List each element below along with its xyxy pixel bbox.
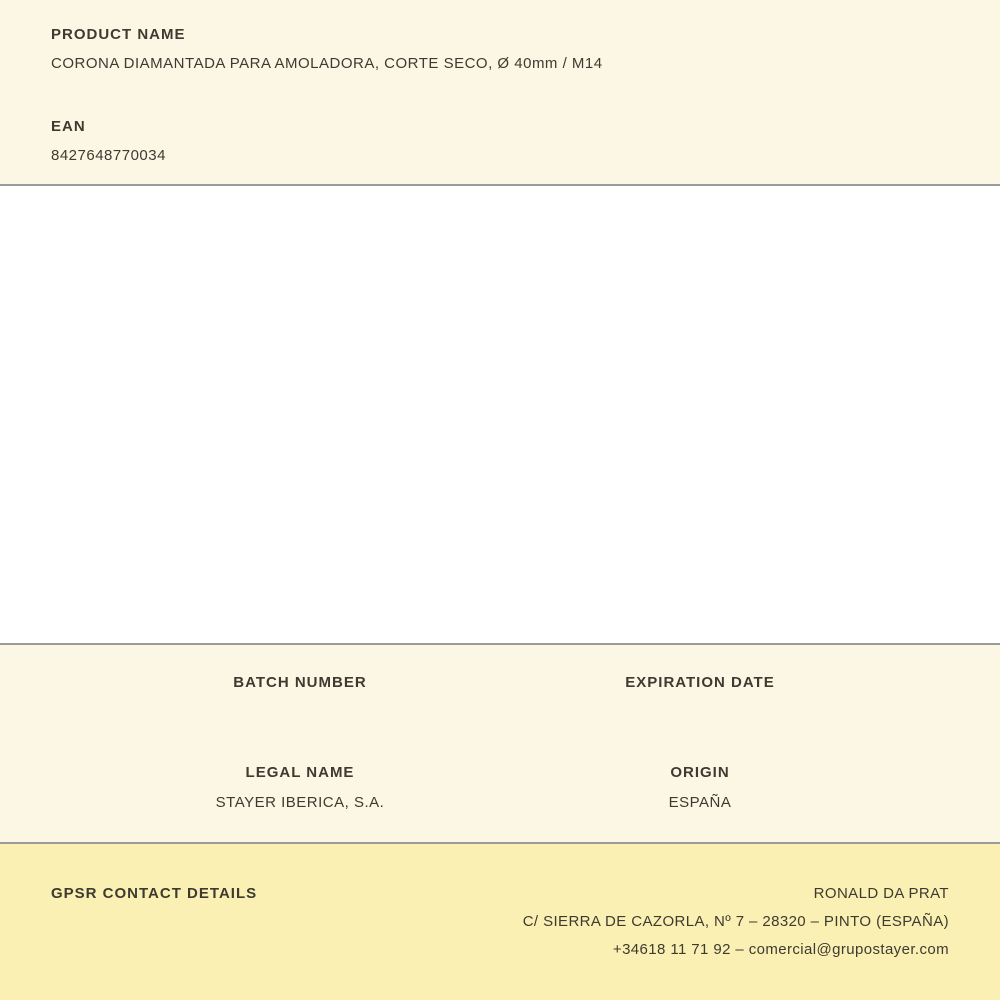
product-name-value: CORONA DIAMANTADA PARA AMOLADORA, CORTE SECO, Ø 40mm / M14 xyxy=(51,55,603,72)
expiration-date-cell xyxy=(500,674,900,764)
ean-label: EAN xyxy=(51,118,86,135)
gpsr-contact-section xyxy=(0,844,1000,1000)
legal-name-value: STAYER IBERICA, S.A. xyxy=(215,794,385,811)
batch-number-value xyxy=(100,704,500,721)
expiration-date-label: EXPIRATION DATE xyxy=(625,674,775,691)
batch-number-label: BATCH NUMBER xyxy=(233,674,367,691)
gpsr-contact-block xyxy=(523,885,949,969)
origin-value: ESPAÑA xyxy=(668,794,732,811)
product-name-label: PRODUCT NAME xyxy=(51,26,186,43)
contact-name: RONALD DA PRAT xyxy=(813,885,949,902)
ean-value: 8427648770034 xyxy=(51,147,166,164)
contact-phone-email: +34618 11 71 92 – comercial@grupostayer.com xyxy=(612,941,949,958)
details-grid xyxy=(100,674,900,811)
contact-address: C/ SIERRA DE CAZORLA, Nº 7 – 28320 – PINTO (ESPAÑA) xyxy=(522,913,949,930)
product-info-section xyxy=(0,0,1000,184)
expiration-date-value xyxy=(500,704,900,721)
batch-details-section xyxy=(0,645,1000,842)
legal-name-cell xyxy=(100,764,500,811)
legal-name-label: LEGAL NAME xyxy=(245,764,355,781)
gpsr-contact-title: GPSR CONTACT DETAILS xyxy=(51,885,258,902)
origin-cell xyxy=(500,764,900,811)
batch-number-cell xyxy=(100,674,500,764)
origin-label: ORIGIN xyxy=(670,764,730,781)
product-image-area xyxy=(0,186,1000,643)
